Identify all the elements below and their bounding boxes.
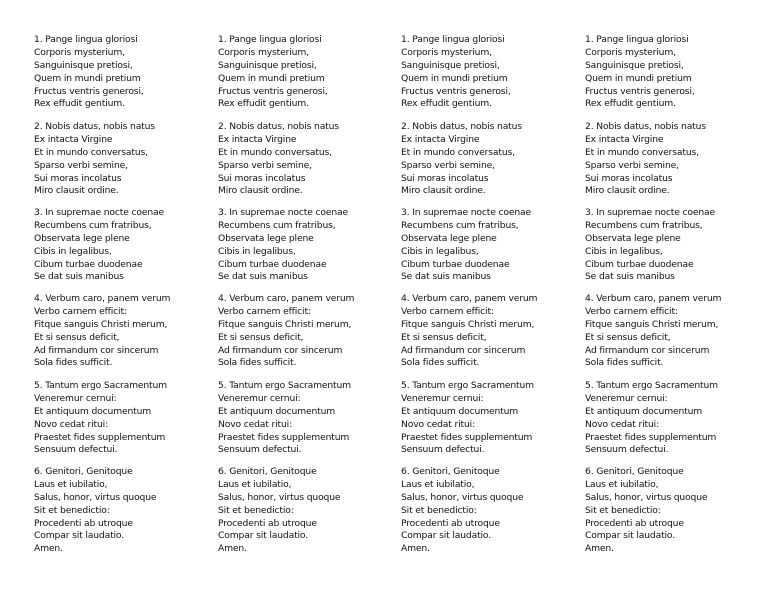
stanza-line: Fructus ventris generosi, xyxy=(401,85,511,97)
stanza-2 xyxy=(585,121,763,198)
stanza-line: Fitque sanguis Christi merum, xyxy=(218,318,352,330)
stanza-line: Sola fides sufficit. xyxy=(401,357,480,369)
stanza-line: Laus et iubilatio, xyxy=(401,478,475,490)
stanza-line: Miro clausit ordine. xyxy=(401,185,486,197)
stanza-line: Recumbens cum fratribus, xyxy=(401,219,519,231)
stanza-line: Corporis mysterium, xyxy=(585,46,676,58)
stanza-line: Ex intacta Virgine xyxy=(585,133,664,145)
stanza-5 xyxy=(585,380,763,457)
stanza-line: Quem in mundi pretium xyxy=(34,72,141,84)
stanza-4 xyxy=(34,293,212,370)
stanza-line: Procedenti ab utroque xyxy=(585,517,684,529)
stanza-line: Salus, honor, virtus quoque xyxy=(401,491,524,503)
stanza-line: Observata lege plene xyxy=(401,232,497,244)
stanza-line: Sensuum defectui. xyxy=(585,444,669,456)
stanza-line: Et in mundo conversatus, xyxy=(401,146,515,158)
stanza-line: Sanguinisque pretiosi, xyxy=(218,59,317,71)
stanza-line: 6. Genitori, Genitoque xyxy=(34,466,133,477)
stanza-line: Sui moras incolatus xyxy=(34,172,122,184)
stanza-line: Novo cedat ritui: xyxy=(34,418,109,430)
stanza-line: Et antiquum documentum xyxy=(218,405,336,417)
stanza-1 xyxy=(401,34,579,111)
stanza-line: Sensuum defectui. xyxy=(401,444,485,456)
stanza-line: Cibum turbae duodenae xyxy=(218,258,327,270)
stanza-line: Fructus ventris generosi, xyxy=(34,85,144,97)
stanza-line: Se dat suis manibus xyxy=(585,271,675,283)
stanza-line: Quem in mundi pretium xyxy=(585,72,692,84)
stanza-line: Quem in mundi pretium xyxy=(401,72,508,84)
stanza-line: 2. Nobis datus, nobis natus xyxy=(218,121,339,132)
stanza-line: Miro clausit ordine. xyxy=(34,185,119,197)
stanza-line: Recumbens cum fratribus, xyxy=(585,219,703,231)
stanza-line: Et antiquum documentum xyxy=(34,405,152,417)
stanza-line: 2. Nobis datus, nobis natus xyxy=(34,121,155,132)
stanza-3 xyxy=(34,207,212,284)
stanza-line: Sparso verbi semine, xyxy=(218,159,312,171)
stanza-line: Laus et iubilatio, xyxy=(218,478,292,490)
stanza-line: Quem in mundi pretium xyxy=(218,72,325,84)
stanza-line: Sparso verbi semine, xyxy=(34,159,128,171)
stanza-line: 5. Tantum ergo Sacramentum xyxy=(34,380,167,391)
stanza-1 xyxy=(218,34,396,111)
stanza-1 xyxy=(585,34,763,111)
stanza-line: 1. Pange lingua gloriosi xyxy=(218,34,322,45)
stanza-line: Cibum turbae duodenae xyxy=(34,258,143,270)
stanza-line: 6. Genitori, Genitoque xyxy=(585,466,684,477)
stanza-line: Sanguinisque pretiosi, xyxy=(401,59,500,71)
stanza-line: Ex intacta Virgine xyxy=(34,133,113,145)
stanza-line: Fitque sanguis Christi merum, xyxy=(585,318,719,330)
stanza-line: Fitque sanguis Christi merum, xyxy=(401,318,535,330)
stanza-5 xyxy=(34,380,212,457)
stanza-line: Fructus ventris generosi, xyxy=(585,85,695,97)
stanza-line: Sensuum defectui. xyxy=(218,444,302,456)
stanza-3 xyxy=(401,207,579,284)
stanza-line: Fructus ventris generosi, xyxy=(218,85,328,97)
stanza-line: Ex intacta Virgine xyxy=(218,133,297,145)
stanza-line: Corporis mysterium, xyxy=(34,46,125,58)
stanza-line: 4. Verbum caro, panem verum xyxy=(34,293,171,304)
stanza-line: 5. Tantum ergo Sacramentum xyxy=(585,380,718,391)
stanza-line: Praestet fides supplementum xyxy=(401,431,533,443)
stanza-line: Sparso verbi semine, xyxy=(401,159,495,171)
stanza-line: Verbo carnem efficit: xyxy=(401,305,494,317)
stanza-line: Compar sit laudatio. xyxy=(585,530,676,542)
stanza-line: Fitque sanguis Christi merum, xyxy=(34,318,168,330)
stanza-line: Observata lege plene xyxy=(34,232,130,244)
stanza-line: Et in mundo conversatus, xyxy=(218,146,332,158)
stanza-line: Se dat suis manibus xyxy=(401,271,491,283)
stanza-line: 2. Nobis datus, nobis natus xyxy=(585,121,706,132)
stanza-line: Se dat suis manibus xyxy=(218,271,308,283)
stanza-line: Cibis in legalibus, xyxy=(34,245,112,257)
stanza-line: Et si sensus deficit, xyxy=(585,331,671,343)
stanza-3 xyxy=(218,207,396,284)
stanza-1 xyxy=(34,34,212,111)
stanza-line: Ad firmandum cor sincerum xyxy=(401,344,526,356)
stanza-2 xyxy=(34,121,212,198)
stanza-line: Novo cedat ritui: xyxy=(218,418,293,430)
stanza-line: Amen. xyxy=(401,543,430,555)
stanza-line: Novo cedat ritui: xyxy=(401,418,476,430)
stanza-line: Ex intacta Virgine xyxy=(401,133,480,145)
stanza-line: Ad firmandum cor sincerum xyxy=(218,344,343,356)
stanza-2 xyxy=(401,121,579,198)
stanza-line: Rex effudit gentium. xyxy=(585,98,676,110)
stanza-line: Sit et benedictio: xyxy=(401,504,477,516)
stanza-line: Sui moras incolatus xyxy=(585,172,673,184)
stanza-line: Ad firmandum cor sincerum xyxy=(34,344,159,356)
stanza-line: Et in mundo conversatus, xyxy=(585,146,699,158)
stanza-line: Rex effudit gentium. xyxy=(218,98,309,110)
stanza-4 xyxy=(585,293,763,370)
stanza-line: 4. Verbum caro, panem verum xyxy=(585,293,722,304)
stanza-line: Recumbens cum fratribus, xyxy=(34,219,152,231)
stanza-line: Veneremur cernui: xyxy=(585,392,668,404)
stanza-line: Compar sit laudatio. xyxy=(218,530,309,542)
stanza-2 xyxy=(218,121,396,198)
stanza-line: 5. Tantum ergo Sacramentum xyxy=(218,380,351,391)
stanza-line: Miro clausit ordine. xyxy=(585,185,670,197)
stanza-line: Praestet fides supplementum xyxy=(585,431,717,443)
stanza-line: Amen. xyxy=(34,543,63,555)
stanza-line: Amen. xyxy=(218,543,247,555)
stanza-line: 3. In supremae nocte coenae xyxy=(401,207,532,218)
stanza-line: Cibum turbae duodenae xyxy=(585,258,694,270)
stanza-line: Salus, honor, virtus quoque xyxy=(34,491,157,503)
stanza-line: Corporis mysterium, xyxy=(401,46,492,58)
stanza-line: Et in mundo conversatus, xyxy=(34,146,148,158)
stanza-line: Veneremur cernui: xyxy=(34,392,117,404)
stanza-6 xyxy=(401,466,579,556)
stanza-line: 1. Pange lingua gloriosi xyxy=(34,34,138,45)
stanza-line: Rex effudit gentium. xyxy=(401,98,492,110)
stanza-line: 2. Nobis datus, nobis natus xyxy=(401,121,522,132)
stanza-line: Observata lege plene xyxy=(218,232,314,244)
stanza-line: Sui moras incolatus xyxy=(401,172,489,184)
stanza-line: 3. In supremae nocte coenae xyxy=(34,207,165,218)
stanza-5 xyxy=(218,380,396,457)
stanza-line: 4. Verbum caro, panem verum xyxy=(218,293,355,304)
stanza-line: Cibis in legalibus, xyxy=(218,245,296,257)
stanza-line: Sit et benedictio: xyxy=(34,504,110,516)
stanza-line: Sui moras incolatus xyxy=(218,172,306,184)
stanza-line: 4. Verbum caro, panem verum xyxy=(401,293,538,304)
stanza-line: Salus, honor, virtus quoque xyxy=(218,491,341,503)
stanza-5 xyxy=(401,380,579,457)
stanza-line: Praestet fides supplementum xyxy=(34,431,166,443)
stanza-6 xyxy=(218,466,396,556)
stanza-line: Procedenti ab utroque xyxy=(34,517,133,529)
stanza-line: Sparso verbi semine, xyxy=(585,159,679,171)
stanza-line: 5. Tantum ergo Sacramentum xyxy=(401,380,534,391)
stanza-line: Se dat suis manibus xyxy=(34,271,124,283)
stanza-line: Verbo carnem efficit: xyxy=(585,305,678,317)
stanza-line: Procedenti ab utroque xyxy=(401,517,500,529)
stanza-line: Rex effudit gentium. xyxy=(34,98,125,110)
stanza-line: Compar sit laudatio. xyxy=(34,530,125,542)
stanza-line: Compar sit laudatio. xyxy=(401,530,492,542)
stanza-4 xyxy=(218,293,396,370)
stanza-line: Sola fides sufficit. xyxy=(34,357,113,369)
stanza-line: Novo cedat ritui: xyxy=(585,418,660,430)
stanza-line: Salus, honor, virtus quoque xyxy=(585,491,708,503)
stanza-line: Et si sensus deficit, xyxy=(218,331,304,343)
stanza-line: Observata lege plene xyxy=(585,232,681,244)
stanza-line: Et si sensus deficit, xyxy=(34,331,120,343)
stanza-line: Cibum turbae duodenae xyxy=(401,258,510,270)
stanza-line: Corporis mysterium, xyxy=(218,46,309,58)
stanza-line: 3. In supremae nocte coenae xyxy=(585,207,716,218)
stanza-line: Sit et benedictio: xyxy=(218,504,294,516)
stanza-line: Sola fides sufficit. xyxy=(585,357,664,369)
stanza-3 xyxy=(585,207,763,284)
stanza-6 xyxy=(34,466,212,556)
stanza-line: Veneremur cernui: xyxy=(401,392,484,404)
stanza-line: Recumbens cum fratribus, xyxy=(218,219,336,231)
stanza-line: Sanguinisque pretiosi, xyxy=(585,59,684,71)
stanza-6 xyxy=(585,466,763,556)
stanza-line: Cibis in legalibus, xyxy=(585,245,663,257)
stanza-line: Sanguinisque pretiosi, xyxy=(34,59,133,71)
stanza-line: Sola fides sufficit. xyxy=(218,357,297,369)
stanza-line: Et si sensus deficit, xyxy=(401,331,487,343)
stanza-line: Verbo carnem efficit: xyxy=(218,305,311,317)
stanza-line: 6. Genitori, Genitoque xyxy=(218,466,317,477)
stanza-line: Verbo carnem efficit: xyxy=(34,305,127,317)
stanza-line: Amen. xyxy=(585,543,614,555)
stanza-line: Miro clausit ordine. xyxy=(218,185,303,197)
stanza-4 xyxy=(401,293,579,370)
stanza-line: Procedenti ab utroque xyxy=(218,517,317,529)
stanza-line: Ad firmandum cor sincerum xyxy=(585,344,710,356)
stanza-line: Laus et iubilatio, xyxy=(34,478,108,490)
stanza-line: 1. Pange lingua gloriosi xyxy=(401,34,505,45)
stanza-line: Veneremur cernui: xyxy=(218,392,301,404)
stanza-line: 6. Genitori, Genitoque xyxy=(401,466,500,477)
stanza-line: Sensuum defectui. xyxy=(34,444,118,456)
stanza-line: 3. In supremae nocte coenae xyxy=(218,207,349,218)
stanza-line: 1. Pange lingua gloriosi xyxy=(585,34,689,45)
stanza-line: Sit et benedictio: xyxy=(585,504,661,516)
stanza-line: Praestet fides supplementum xyxy=(218,431,350,443)
stanza-line: Cibis in legalibus, xyxy=(401,245,479,257)
stanza-line: Et antiquum documentum xyxy=(401,405,519,417)
stanza-line: Laus et iubilatio, xyxy=(585,478,659,490)
stanza-line: Et antiquum documentum xyxy=(585,405,703,417)
